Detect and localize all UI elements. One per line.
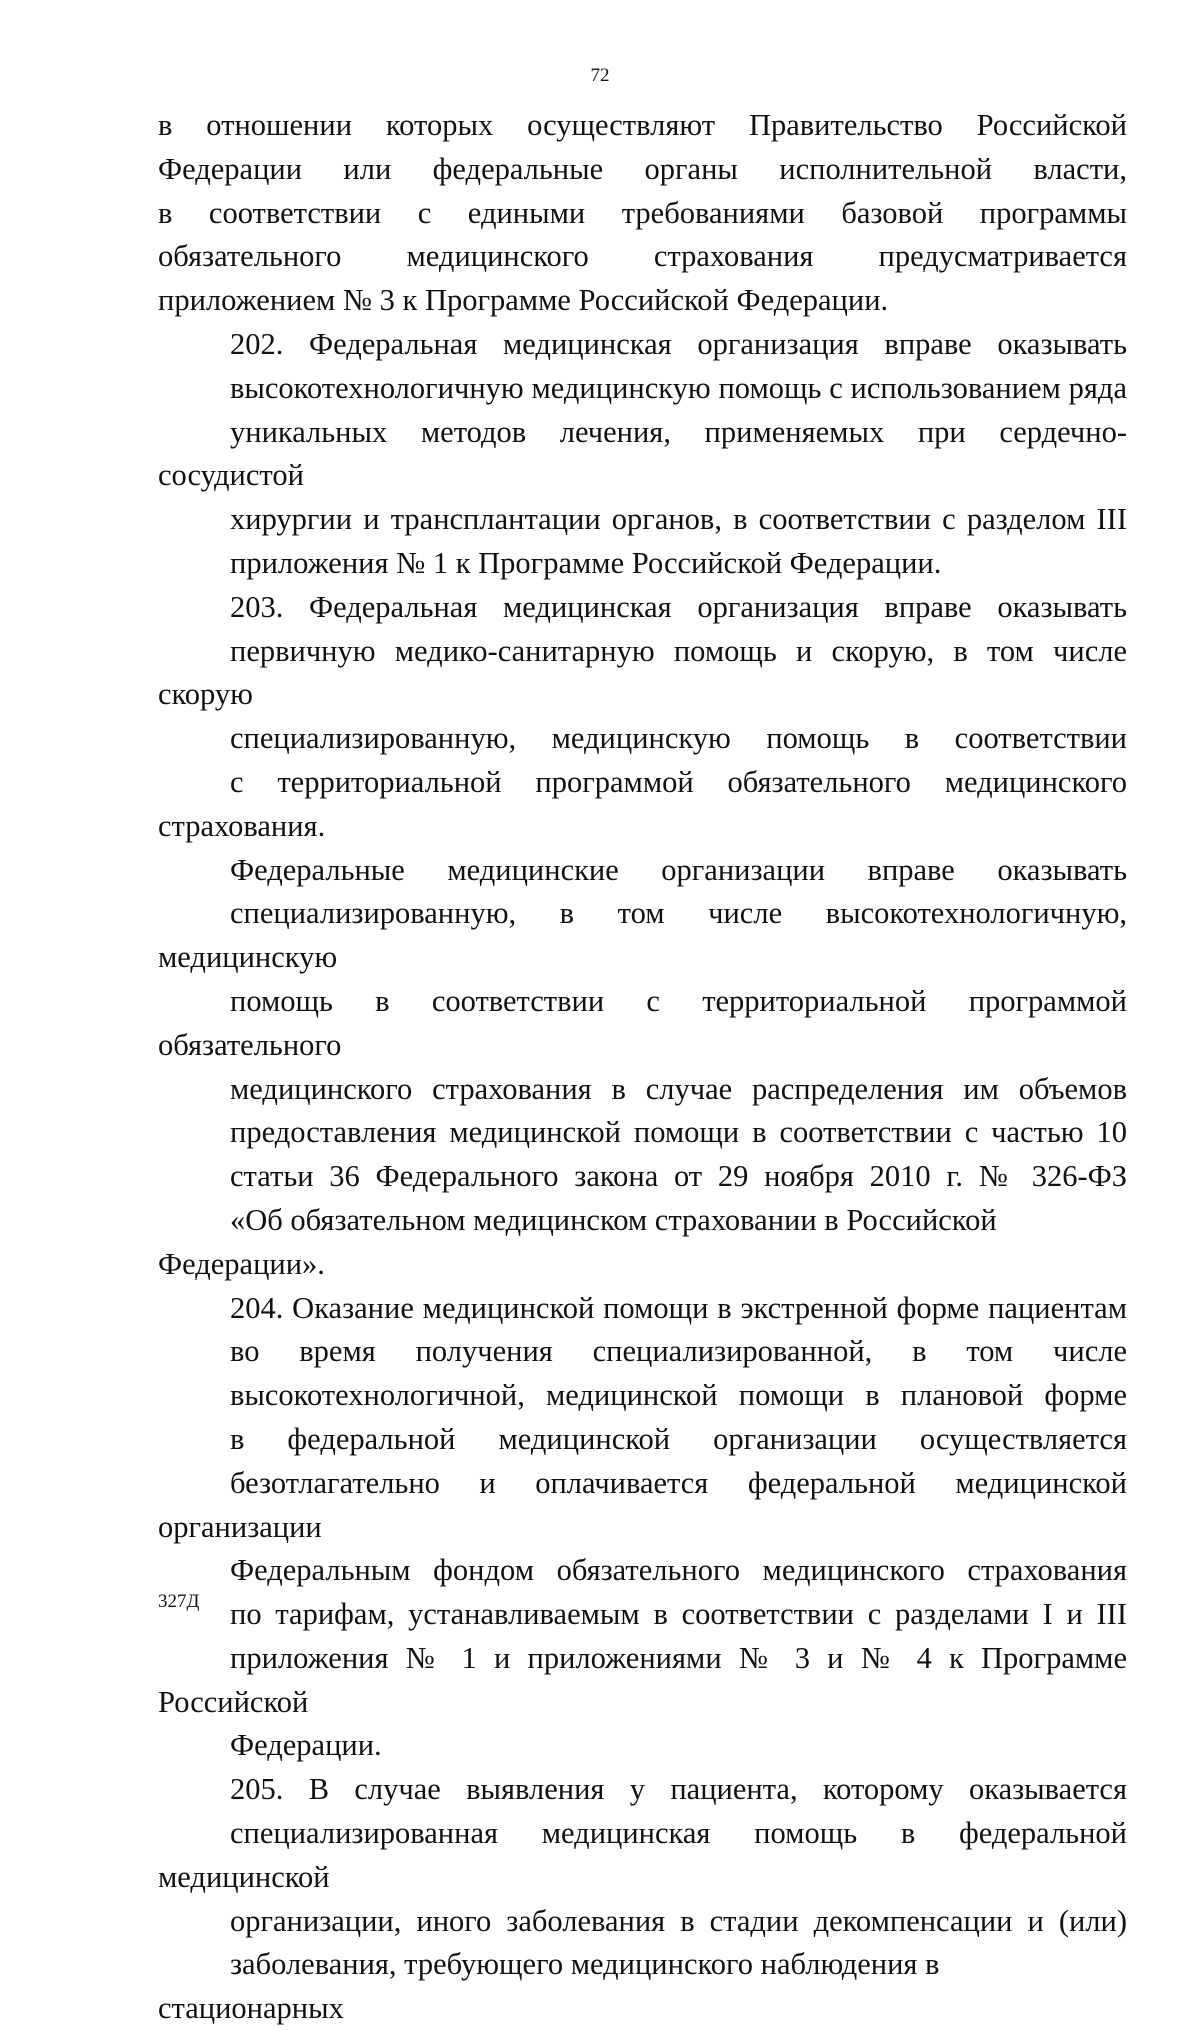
text-line: безотлагательно и оплачивается федеральной медицинской организации [158, 1465, 1127, 1544]
text-line: в отношении которых осуществляют Правительство Российской [158, 108, 1127, 142]
text-line: специализированную, в том числе высокотехнологичную, медицинскую [158, 896, 1127, 975]
text-line: приложения № 1 и приложениями № 3 и № 4 к Программе Российской [158, 1640, 1127, 1719]
text-line: «Об обязательном медицинском страховании в Российской Федерации». [158, 1202, 997, 1281]
text-line: приложения № 1 к Программе Российской Федерации. [230, 545, 942, 580]
text-line: с территориальной программой обязательного медицинского страхования. [158, 764, 1127, 843]
text-line: Федерации. [230, 1728, 382, 1763]
page-number: 72 [590, 65, 610, 86]
text-line: предоставления медицинской помощи в соответствии с частью 10 [230, 1115, 1127, 1150]
text-line: статьи 36 Федерального закона от 29 ноября 2010 г. № 326-ФЗ [230, 1159, 1127, 1194]
text-line: специализированную, медицинскую помощь в соответствии [230, 721, 1127, 756]
text-line: обязательного медицинского страхования предусматривается [158, 239, 1127, 274]
text-line: 202. Федеральная медицинская организация вправе оказывать [230, 326, 1127, 361]
text-line: медицинского страхования в случае распределения им объемов [230, 1071, 1127, 1106]
paragraph [158, 1768, 1127, 2031]
paragraph [158, 586, 1127, 1287]
text-line: Федерации или федеральные органы исполнительной власти, [158, 151, 1127, 186]
text-line: в федеральной медицинской организации осуществляется [230, 1421, 1127, 1456]
text-line: приложением № 3 к Программе Российской Федерации. [158, 283, 889, 318]
text-line: первичную медико-санитарную помощь и скорую, в том числе скорую [158, 633, 1127, 712]
text-line: высокотехнологичную медицинскую помощь с использованием ряда [230, 370, 1127, 405]
paragraph [158, 323, 1127, 586]
text-line: 203. Федеральная медицинская организация вправе оказывать [230, 589, 1127, 624]
text-line: в соответствии с едиными требованиями базовой программы [158, 195, 1127, 230]
text-line: 204. Оказание медицинской помощи в экстренной форме пациентам [230, 1290, 1127, 1325]
document-code: 327Д [158, 1591, 200, 1612]
paragraph [158, 104, 1127, 323]
text-line: Федеральные медицинские организации вправе оказывать [230, 852, 1127, 887]
text-line: Федеральным фондом обязательного медицинского страхования [230, 1553, 1127, 1588]
text-line: 205. В случае выявления у пациента, которому оказывается [230, 1772, 1127, 1807]
text-line: по тарифам, устанавливаемым в соответствии с разделами I и III [230, 1597, 1127, 1632]
text-line: высокотехнологичной, медицинской помощи в плановой форме [230, 1378, 1127, 1413]
text-line: специализированная медицинская помощь в федеральной медицинской [158, 1816, 1127, 1894]
text-line: помощь в соответствии с территориальной программой обязательного [158, 983, 1127, 1062]
text-line: организации, иного заболевания в стадии декомпенсации и (или) [230, 1903, 1127, 1938]
text-line: заболевания, требующего медицинского наблюдения в стационарных [158, 1947, 940, 2026]
text-line: хирургии и трансплантации органов, в соответствии с разделом III [230, 502, 1127, 537]
paragraph [158, 1287, 1127, 1769]
text-line: во время получения специализированной, в том числе [230, 1334, 1127, 1369]
text-line: уникальных методов лечения, применяемых при сердечно-сосудистой [158, 414, 1127, 493]
document-body [158, 104, 1127, 2031]
